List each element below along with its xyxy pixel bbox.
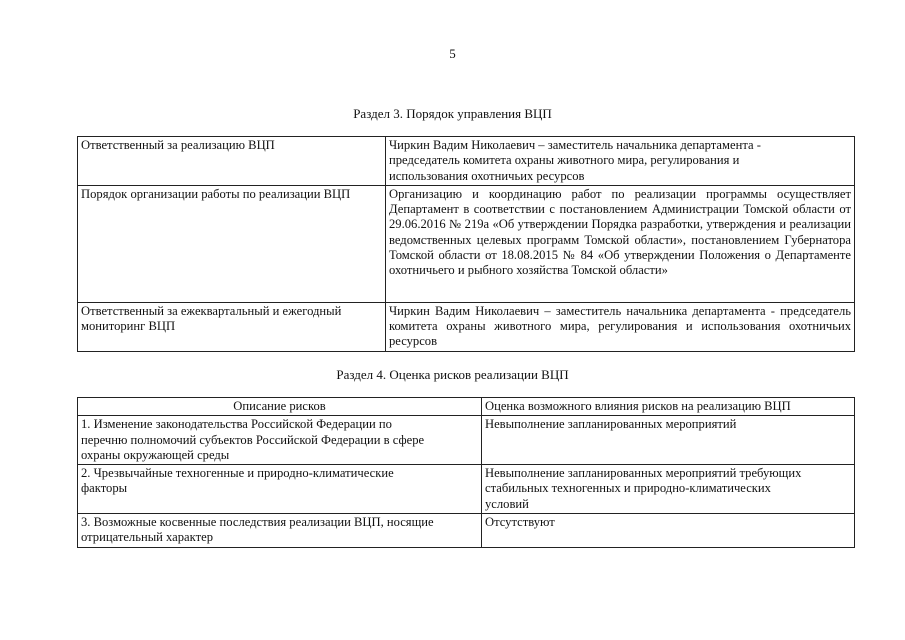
row-value-responsible: Чиркин Вадим Николаевич – заместитель начальника департамента - председатель комитета охраны животного мира, регулирования и использования охотничьих ресурсов xyxy=(386,137,855,186)
table-row xyxy=(78,465,855,514)
table-row xyxy=(78,185,855,302)
header-impact: Оценка возможного влияния рисков на реализацию ВЦП xyxy=(482,398,855,416)
header-risks: Описание рисков xyxy=(78,398,482,416)
row-label-responsible: Ответственный за реализацию ВЦП xyxy=(78,137,386,186)
risk-impact: Невыполнение запланированных мероприятий требующих стабильных техногенных и природно-климатических условий xyxy=(482,465,855,514)
risk-impact: Невыполнение запланированных мероприятий xyxy=(482,416,855,465)
table-row xyxy=(78,416,855,465)
row-value-organization: Организацию и координацию работ по реализации программы осуществляет Департамент в соответствии с постановлением Администрации Томской области от 29.06.2016 № 219а «Об утверждении Порядка разработки, утверждения и реализации ведомственных целевых программ Томской области», постановлением Губернатора Томской области от 18.08.2015 № 84 «Об утверждении Положения о Департаменте охотничьего и рыбного хозяйства Томской области» xyxy=(386,185,855,302)
section-3-title: Раздел 3. Порядок управления ВЦП xyxy=(353,106,552,121)
management-table xyxy=(77,136,855,352)
row-label-monitoring: Ответственный за ежеквартальный и ежегодный мониторинг ВЦП xyxy=(78,302,386,351)
row-value-monitoring: Чиркин Вадим Николаевич – заместитель начальника департамента - председатель комитета охраны животного мира, регулирования и использования охотничьих ресурсов xyxy=(386,302,855,351)
table-row xyxy=(78,514,855,548)
page-number: 5 xyxy=(449,46,456,61)
table-row xyxy=(78,302,855,351)
table-row xyxy=(78,137,855,186)
table-header-row xyxy=(78,398,855,416)
risk-impact: Отсутствуют xyxy=(482,514,855,548)
risks-table xyxy=(77,397,855,548)
risk-description: 3. Возможные косвенные последствия реализации ВЦП, носящие отрицательный характер xyxy=(78,514,482,548)
row-label-organization: Порядок организации работы по реализации ВЦП xyxy=(78,185,386,302)
risk-description: 1. Изменение законодательства Российской Федерации по перечню полномочий субъектов Российской Федерации в сфере охраны окружающей среды xyxy=(78,416,482,465)
section-4-title: Раздел 4. Оценка рисков реализации ВЦП xyxy=(336,367,569,382)
risk-description: 2. Чрезвычайные техногенные и природно-климатические факторы xyxy=(78,465,482,514)
